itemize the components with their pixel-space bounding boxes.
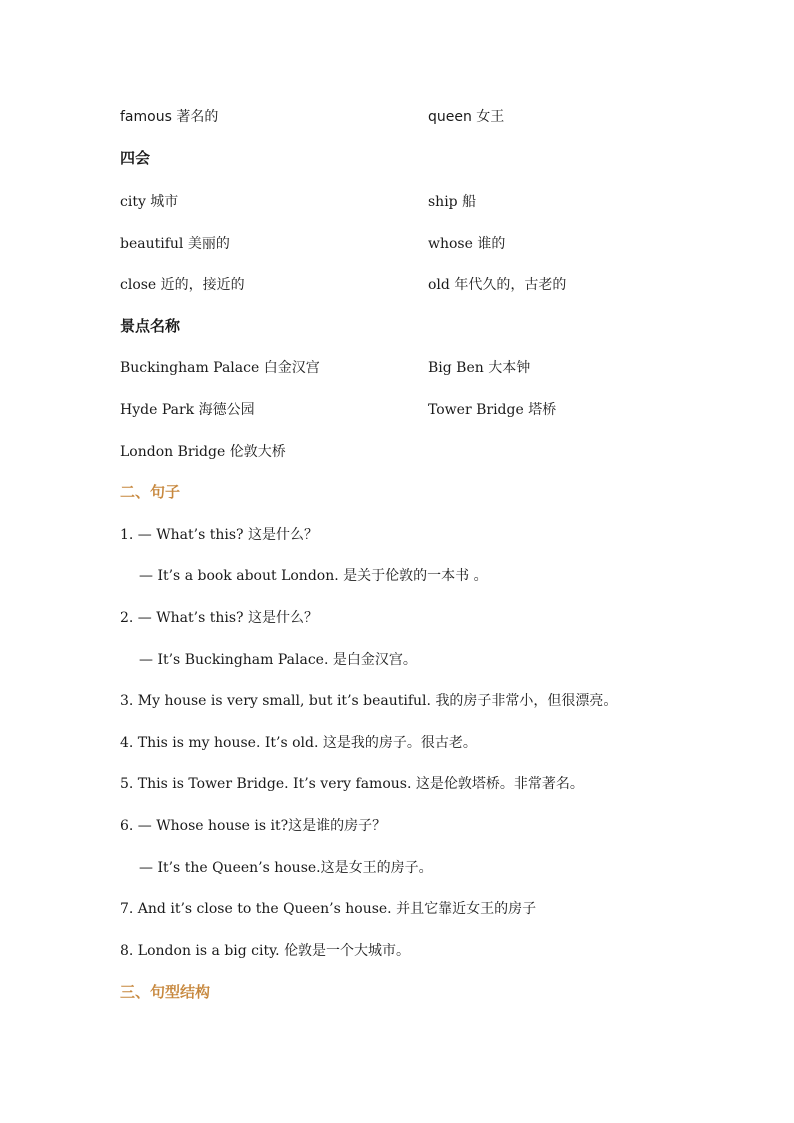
section-sentences-heading: 二、句子 bbox=[120, 483, 181, 501]
sentence-5: 5. This is Tower Bridge. It’s very famous. 这是伦敦塔桥。非常著名。 bbox=[120, 776, 584, 792]
vocab-close: close 近的，接近的 bbox=[120, 277, 245, 293]
place-hyde-park: Hyde Park 海德公园 bbox=[120, 402, 255, 418]
vocab-city: city 城市 bbox=[120, 194, 179, 210]
sentence-7: 7. And it’s close to the Queen’s house. 并且它靠近女王的房子 bbox=[120, 901, 537, 917]
vocab-queen: queen 女王 bbox=[428, 109, 505, 125]
vocab-famous: famous 著名的 bbox=[120, 109, 219, 125]
sentence-6a: — It’s the Queen’s house.这是女王的房子。 bbox=[139, 860, 433, 876]
section-structures-heading: 三、句型结构 bbox=[120, 983, 211, 1001]
place-big-ben: Big Ben 大本钟 bbox=[428, 360, 531, 376]
place-buckingham: Buckingham Palace 白金汉宫 bbox=[120, 360, 320, 376]
sentence-3: 3. My house is very small, but it’s beautiful. 我的房子非常小，但很漂亮。 bbox=[120, 693, 618, 709]
heading-places: 景点名称 bbox=[120, 317, 181, 335]
sentence-2a: — It’s Buckingham Palace. 是白金汉宫。 bbox=[139, 652, 417, 668]
place-tower-bridge: Tower Bridge 塔桥 bbox=[428, 402, 557, 418]
sentence-1q: 1. — What’s this? 这是什么？ bbox=[120, 527, 318, 543]
place-london-bridge: London Bridge 伦敦大桥 bbox=[120, 444, 286, 460]
vocab-ship: ship 船 bbox=[428, 194, 477, 210]
sentence-6q: 6. — Whose house is it?这是谁的房子？ bbox=[120, 818, 387, 834]
sentence-4: 4. This is my house. It’s old. 这是我的房子。很古老。 bbox=[120, 735, 477, 751]
vocab-whose: whose 谁的 bbox=[428, 236, 506, 252]
vocab-old: old 年代久的，古老的 bbox=[428, 277, 567, 293]
sentence-8: 8. London is a big city. 伦敦是一个大城市。 bbox=[120, 943, 411, 959]
sentence-2q: 2. — What’s this? 这是什么？ bbox=[120, 610, 318, 626]
heading-four-skills: 四会 bbox=[120, 149, 151, 167]
sentence-1a: — It’s a book about London. 是关于伦敦的一本书 。 bbox=[139, 568, 488, 584]
vocab-beautiful: beautiful 美丽的 bbox=[120, 236, 230, 252]
